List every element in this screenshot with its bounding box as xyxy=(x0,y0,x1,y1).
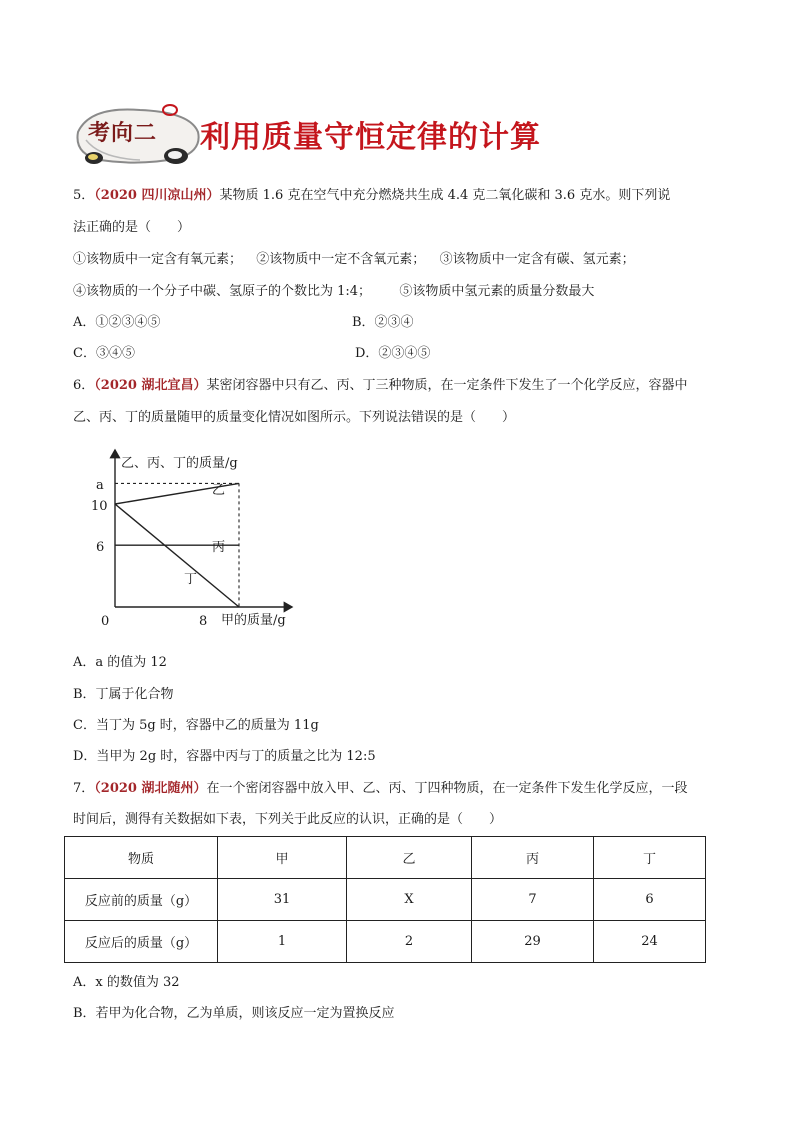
q5-stmt-5: ⑤该物质中氢元素的质量分数最大 xyxy=(399,284,595,299)
chart-y-tick-a: a xyxy=(96,478,104,493)
table-cell: X xyxy=(347,879,472,921)
table-cell: 1 xyxy=(218,921,347,963)
q5-stmt-1: ①该物质中一定含有氧元素； xyxy=(73,252,243,267)
q6-number: 6． xyxy=(73,378,95,393)
chart-series-label-ding: 丁 xyxy=(184,572,198,587)
q7-option-b[interactable]: B．若甲为化合物，乙为单质，则该反应一定为置换反应 xyxy=(73,1006,395,1021)
q5-statements-row1 xyxy=(73,250,635,270)
chart-x-tick-0: 0 xyxy=(101,614,110,629)
table-cell: 6 xyxy=(594,879,706,921)
q5-stem1: 某物质 1.6 克在空气中充分燃烧共生成 4.4 克二氧化碳和 3.6 克水。则下列说 xyxy=(219,188,671,203)
q7-stem1: 在一个密闭容器中放入甲、乙、丙、丁四种物质，在一定条件下发生化学反应，一段 xyxy=(206,781,688,796)
q5-stem-line1 xyxy=(73,186,670,206)
table-header-cell: 物质 xyxy=(65,837,218,879)
chart-x-axis-label: 甲的质量/g xyxy=(221,613,286,628)
table-cell: 反应前的质量（g） xyxy=(65,879,218,921)
q7-stem-line1 xyxy=(73,779,688,799)
q7-data-table xyxy=(64,836,706,963)
table-header-row xyxy=(65,837,706,879)
q5-source: （2020 四川凉山州） xyxy=(94,188,220,203)
table-cell: 反应后的质量（g） xyxy=(65,921,218,963)
q7-stem2: 时间后，测得有关数据如下表，下列关于此反应的认识，正确的是（ ） xyxy=(73,812,503,827)
chart-x-tick-8: 8 xyxy=(199,614,208,629)
q5-statements-row2 xyxy=(73,282,594,302)
q6-option-a[interactable]: A．a 的值为 12 xyxy=(73,655,167,670)
table-row xyxy=(65,921,706,963)
chart-series-label-yi: 乙 xyxy=(212,483,226,498)
table-cell: 24 xyxy=(594,921,706,963)
q6-source: （2020 湖北宜昌） xyxy=(94,378,207,393)
table-cell: 7 xyxy=(472,879,594,921)
q6-option-b[interactable]: B．丁属于化合物 xyxy=(73,687,174,702)
table-header-cell: 丙 xyxy=(472,837,594,879)
q7-number: 7． xyxy=(73,781,95,796)
table-header-cell: 甲 xyxy=(218,837,347,879)
q5-stmt-4: ④该物质的一个分子中碳、氢原子的个数比为 1:4； xyxy=(73,284,372,299)
q5-option-d[interactable]: D．②③④⑤ xyxy=(355,346,431,361)
q7-source: （2020 湖北随州） xyxy=(94,781,207,796)
q5-stem2: 法正确的是（ ） xyxy=(73,220,191,235)
q5-option-c[interactable]: C．③④⑤ xyxy=(73,346,135,361)
table-cell: 29 xyxy=(472,921,594,963)
q5-option-a[interactable]: A．①②③④⑤ xyxy=(73,315,161,330)
q6-stem2: 乙、丙、丁的质量随甲的质量变化情况如图所示。下列说法错误的是（ ） xyxy=(73,410,516,425)
page-title: 利用质量守恒定律的计算 xyxy=(200,120,541,155)
q5-option-b[interactable]: B．②③④ xyxy=(352,315,414,330)
table-cell: 31 xyxy=(218,879,347,921)
q5-stmt-2: ②该物质中一定不含氧元素； xyxy=(256,252,426,267)
chart-y-tick-6: 6 xyxy=(96,540,105,555)
q6-option-c[interactable]: C．当丁为 5g 时，容器中乙的质量为 11g xyxy=(73,718,319,733)
q6-stem1: 某密闭容器中只有乙、丙、丁三种物质，在一定条件下发生了一个化学反应，容器中 xyxy=(206,378,688,393)
q6-option-d[interactable]: D．当甲为 2g 时，容器中丙与丁的质量之比为 12:5 xyxy=(73,749,376,764)
table-cell: 2 xyxy=(347,921,472,963)
q7-option-a[interactable]: A．x 的数值为 32 xyxy=(73,975,180,990)
table-header-cell: 丁 xyxy=(594,837,706,879)
chart-series-label-bing: 丙 xyxy=(212,540,226,555)
table-row xyxy=(65,879,706,921)
chart-y-axis-label: 乙、丙、丁的质量/g xyxy=(121,456,238,471)
q6-stem-line1 xyxy=(73,376,688,396)
chart-y-tick-10: 10 xyxy=(91,499,108,514)
q5-stmt-3: ③该物质中一定含有碳、氢元素； xyxy=(439,252,635,267)
q5-number: 5． xyxy=(73,188,95,203)
header-badge-label: 考向二 xyxy=(88,120,158,146)
table-header-cell: 乙 xyxy=(347,837,472,879)
